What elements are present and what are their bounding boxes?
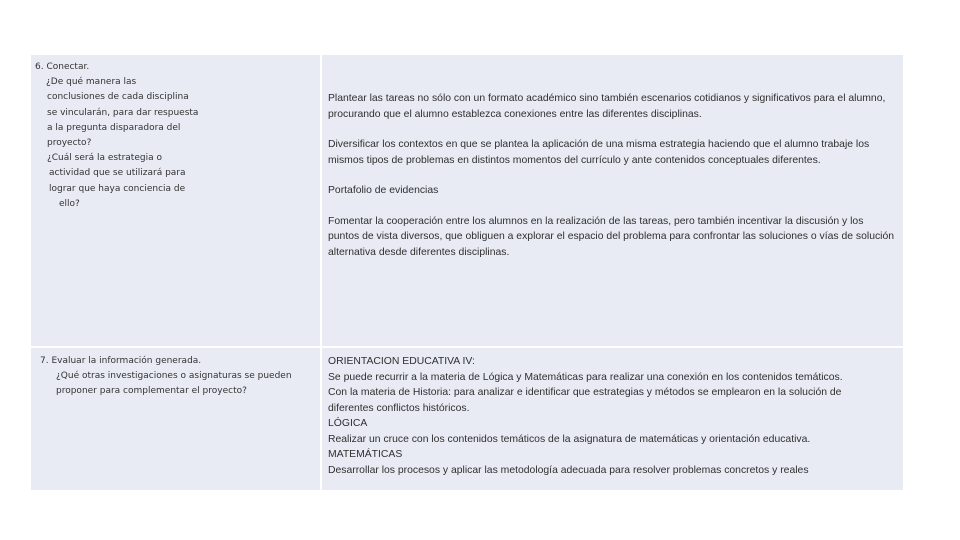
answer-line: diferentes conflictos históricos.	[328, 402, 470, 414]
table-cell-question-6	[31, 55, 320, 346]
question-line: proyecto?	[47, 138, 92, 149]
answer-line: MATEMÁTICAS	[328, 449, 403, 460]
question-line: lograr que haya conciencia de	[49, 183, 186, 194]
answer-line: ORIENTACION EDUCATIVA IV:	[328, 356, 475, 367]
content-table	[31, 55, 903, 490]
question-line: ¿Qué otras investigaciones o asignaturas se pueden	[56, 371, 292, 382]
question-line: a la pregunta disparadora del	[47, 122, 181, 133]
question-line: ¿Cuál será la estrategia o	[47, 153, 162, 164]
question-text	[35, 60, 198, 212]
answer-line: Realizar un cruce con los contenidos temáticos de la asignatura de matemáticas y orientación educativa.	[328, 433, 811, 445]
table-cell-answer-6	[322, 55, 903, 346]
question-line: ¿De qué manera las	[46, 77, 137, 88]
answer-paragraph: Diversificar los contextos en que se plantea la aplicación de una misma estrategia haciendo que el alumno trabaje los mismos tipos de problemas en distintos momentos del currículo y ante contenidos conceptuales diferentes.	[328, 139, 870, 166]
answer-line: Se puede recurrir a la materia de Lógica y Matemáticas para realizar una conexión en los contenidos temáticos.	[328, 371, 843, 383]
answer-line: LÓGICA	[328, 418, 368, 429]
table-cell-answer-7	[322, 348, 903, 490]
answer-paragraph: Portafolio de evidencias	[328, 185, 439, 196]
question-line: conclusiones de cada disciplina	[47, 92, 189, 103]
table-cell-question-7	[31, 348, 320, 490]
answer-line: Desarrollar los procesos y aplicar las metodología adecuada para resolver problemas concretos y reales	[328, 464, 809, 476]
question-text	[40, 354, 292, 400]
question-line: 7. Evaluar la información generada.	[40, 356, 202, 366]
answer-text	[328, 91, 897, 260]
question-line: 6. Conectar.	[35, 62, 90, 72]
answer-paragraph: Fomentar la cooperación entre los alumnos en la realización de las tareas, pero también incentivar la discusión y los puntos de vista diversos, que obliguen a explorar el espacio del problema para confrontar las soluciones o vías de solución alternativa desde diferentes disciplinas.	[328, 215, 895, 258]
question-line: se vincularán, para dar respuesta	[47, 107, 199, 118]
answer-text	[328, 354, 897, 478]
question-line: proponer para complementar el proyecto?	[56, 386, 247, 397]
answer-paragraph: Plantear las tareas no sólo con un formato académico sino también escenarios cotidianos y significativos para el alumno, procurando que el alumno establezca conexiones entre las diferentes disciplinas.	[328, 93, 886, 120]
question-line: actividad que se utilizará para	[49, 168, 186, 179]
question-line: ello?	[59, 198, 80, 209]
answer-line: Con la materia de Historia: para analizar e identificar que estrategias y métodos se emplearon en la solución de	[328, 387, 842, 398]
